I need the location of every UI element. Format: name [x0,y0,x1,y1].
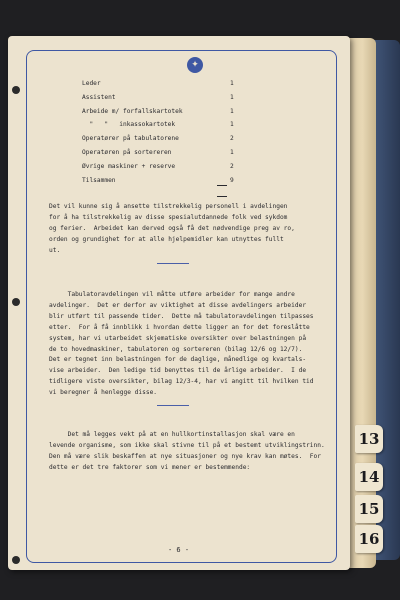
staff-count: 1 [230,148,234,156]
index-tab[interactable]: 13 [355,425,383,453]
section-divider [157,405,189,406]
paragraph-staffing: Det vil kunne sig å ansette tilstrekkelig personell i avdelingen for å ha tilstrekkelig av disse spesialutdannede folk ved sykdom og ferier. Arbeidet kan derved også få det nødvendige preg av ro, orden og grundighet for at alle hjelpemidler kan utnyttes fullt ut. [49,203,295,254]
index-tab[interactable]: 15 [355,495,383,523]
staff-role: Assistent [82,93,116,101]
staff-total-count: 9 [230,176,234,184]
staff-role: Arbeide m/ forfallskartotek [82,107,183,115]
staff-count: 1 [230,107,234,115]
staff-row [82,80,242,94]
paragraph-organism: Det må legges vekt på at en hullkortinstallasjon skal være en levende organisme, som ikke skal stivne til på et bestemt utviklingstrinn. Den må være slik beskaffen at nye situasjoner og nye krav kan møtes. For dette er det tre faktorer som vi mener er bestemmende: [49,431,325,471]
staff-row [82,121,242,135]
staff-total-row [82,177,242,191]
staff-count: 1 [230,121,234,129]
binder-hole [12,86,20,94]
sum-underline [217,185,227,186]
staff-role: Operatører på tabulatorene [82,135,179,143]
staff-count: 1 [230,93,234,101]
staff-list [82,80,242,190]
staff-row [82,135,242,149]
company-logo-icon: ✦ [187,57,203,73]
staff-count: 1 [230,80,234,87]
binder-hole [12,556,20,564]
page-number: - 6 - [168,546,190,554]
index-tab[interactable]: 16 [355,525,383,553]
staff-count: 2 [230,162,234,170]
staff-row [82,149,242,163]
sum-double-underline [217,196,227,197]
staff-role: Øvrige maskiner + reserve [82,162,176,170]
staff-row [82,163,242,177]
staff-role: Leder [82,80,101,87]
paragraph-tabulator: Tabulatoravdelingen vil måtte utføre arbeider for mange andre avdelinger. Det er derfor av viktighet at disse avdelingers arbeider blir utført til passende tider. Dette må tabulatoravdelingen tilpasses etter. For å få innblikk i hvordan dette ligger an for det foreslåtte system, har vi utarbeidet skjematiske oversikter over belastningen på de to hovedmaskiner, tabulatoren og sortereren (bilag 12/6 og 12/7). Det er tegnet inn belastningen for de daglige, månedlige og kvartals- vise arbeider. Den ledige tid benyttes til de årlige arbeider. I de tidligere viste oversikter, bilag 12/3-4, har vi angitt til hvilken tid vi beregner å henlegge disse. [49,291,314,397]
index-tab[interactable]: 14 [355,463,383,491]
staff-total-label: Tilsammen [82,176,116,184]
staff-role: Operatøren på sortereren [82,148,172,156]
staff-role: " " inkassokartotek [82,121,176,129]
binder-hole [12,298,20,306]
section-divider [157,263,189,264]
staff-count: 2 [230,135,234,143]
staff-row [82,94,242,108]
staff-row [82,108,242,122]
